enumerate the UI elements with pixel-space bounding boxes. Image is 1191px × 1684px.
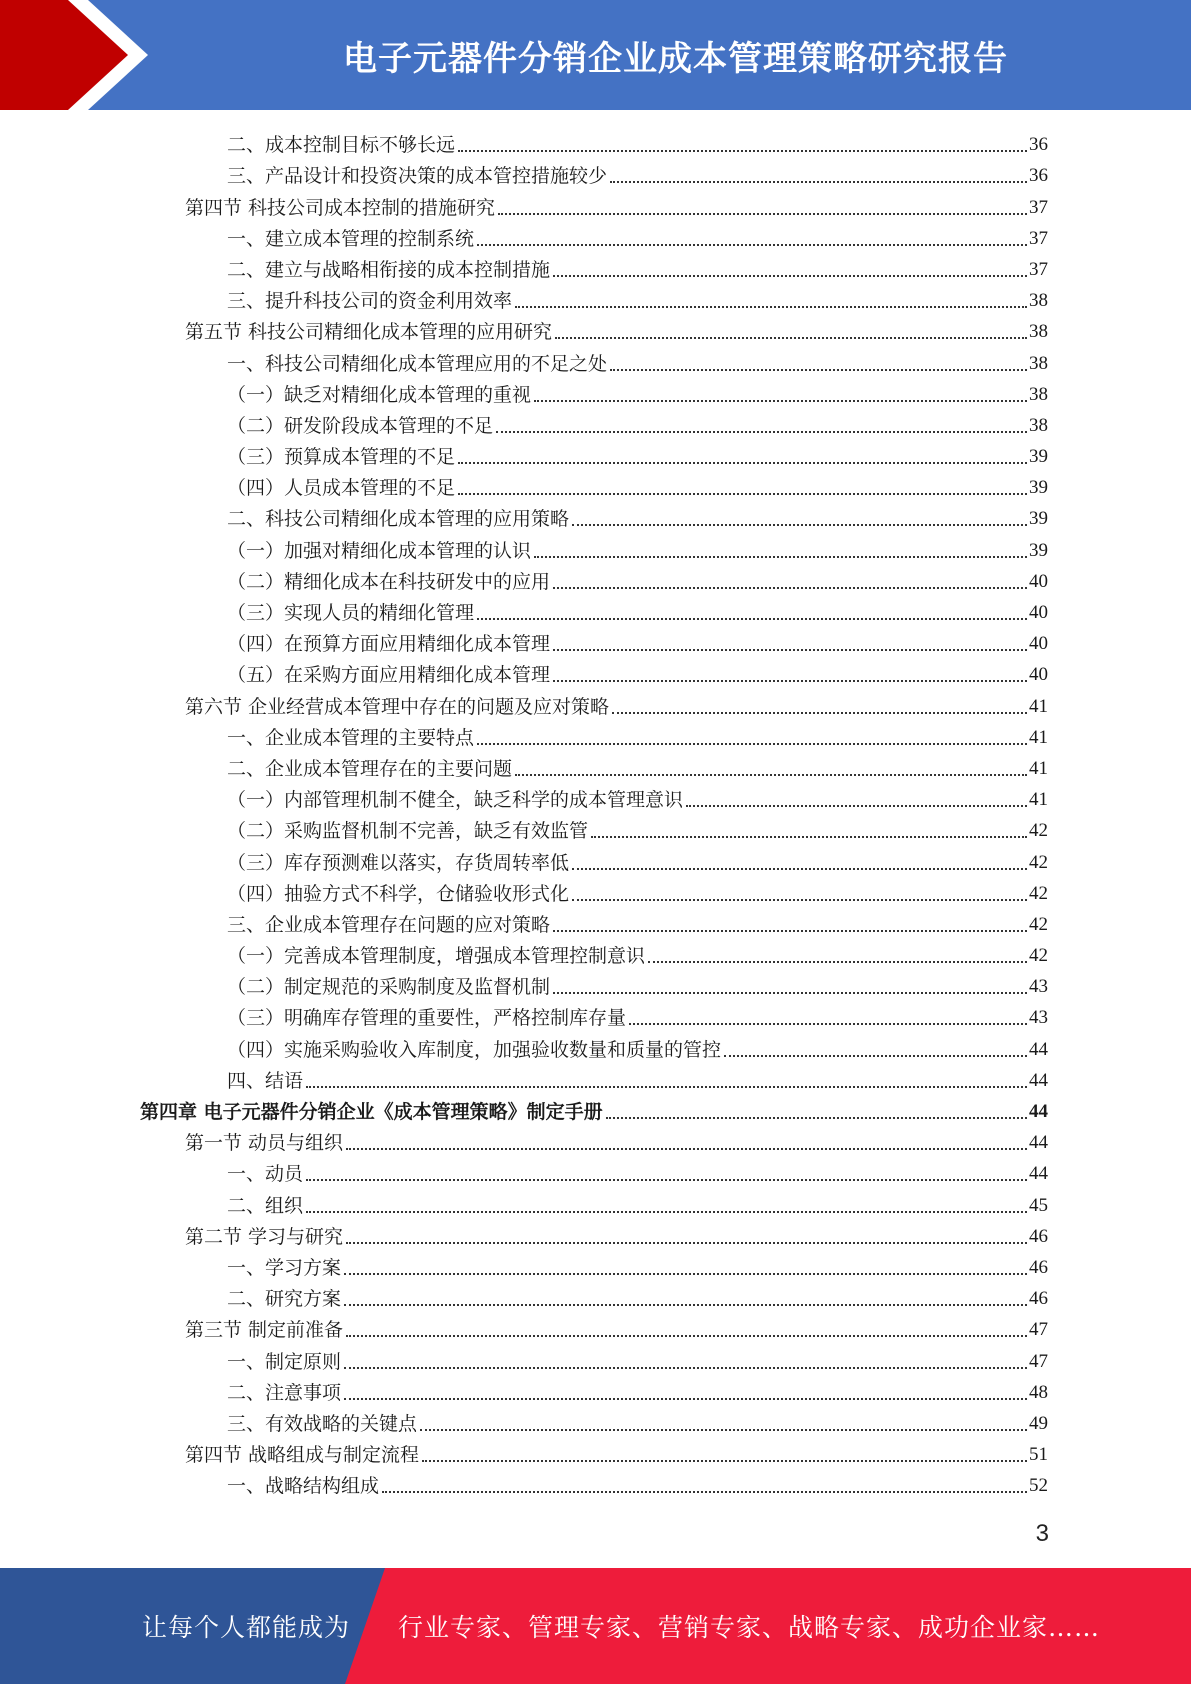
toc-entry-title: （二）精细化成本在科技研发中的应用: [227, 570, 551, 593]
toc-dot-leader: [534, 400, 1027, 402]
toc-entry-title: （四）在预算方面应用精细化成本管理: [227, 633, 551, 656]
toc-entry-page: 44: [1029, 1132, 1048, 1154]
document-title: 电子元器件分销企业成本管理策略研究报告: [343, 38, 1008, 79]
toc-entry[interactable]: [140, 1187, 1048, 1218]
toc-entry-title: 二、成本控制目标不够长远: [227, 134, 456, 157]
toc-dot-leader: [515, 306, 1027, 308]
toc-dot-leader: [458, 150, 1027, 152]
toc-entry-page: 45: [1029, 1194, 1048, 1216]
toc-entry-title: 三、企业成本管理存在问题的应对策略: [227, 913, 551, 936]
toc-dot-leader: [648, 961, 1027, 963]
toc-entry-page: 38: [1029, 383, 1048, 405]
toc-entry[interactable]: [140, 189, 1048, 220]
toc-dot-leader: [591, 836, 1027, 838]
toc-dot-leader: [724, 1055, 1027, 1057]
toc-entry-title: （一）内部管理机制不健全，缺乏科学的成本管理意识: [227, 789, 684, 812]
toc-entry-title: 二、企业成本管理存在的主要问题: [227, 757, 513, 780]
header-banner: [0, 0, 1191, 110]
toc-entry[interactable]: [140, 782, 1048, 813]
toc-entry-title: （三）库存预测难以落实，存货周转率低: [227, 851, 570, 874]
toc-entry-title: 一、战略结构组成: [227, 1475, 380, 1498]
toc-entry[interactable]: [140, 1375, 1048, 1406]
toc-entry-page: 37: [1029, 227, 1048, 249]
toc-entry-title: （五）在采购方面应用精细化成本管理: [227, 664, 551, 687]
toc-entry[interactable]: [140, 345, 1048, 376]
toc-dot-leader: [382, 1491, 1027, 1493]
toc-entry[interactable]: [140, 470, 1048, 501]
toc-entry[interactable]: [140, 1281, 1048, 1312]
toc-entry-page: 40: [1029, 633, 1048, 655]
toc-entry[interactable]: [140, 314, 1048, 345]
toc-entry[interactable]: [140, 1468, 1048, 1499]
toc-dot-leader: [422, 1460, 1027, 1462]
toc-entry[interactable]: [140, 938, 1048, 969]
toc-dot-leader: [344, 1273, 1027, 1275]
toc-dot-leader: [306, 1086, 1027, 1088]
toc-dot-leader: [555, 337, 1027, 339]
toc-entry[interactable]: [140, 907, 1048, 938]
toc-entry-title: 一、企业成本管理的主要特点: [227, 726, 475, 749]
toc-entry[interactable]: [140, 283, 1048, 314]
toc-entry-page: 44: [1029, 1101, 1048, 1122]
toc-entry[interactable]: [140, 1437, 1048, 1468]
toc-entry-title: （四）人员成本管理的不足: [227, 477, 456, 500]
header-arrow-icon: [0, 0, 160, 110]
toc-dot-leader: [553, 680, 1027, 682]
toc-dot-leader: [477, 743, 1027, 745]
toc-entry[interactable]: [140, 813, 1048, 844]
toc-entry-page: 42: [1029, 851, 1048, 873]
toc-entry-page: 38: [1029, 321, 1048, 343]
toc-entry[interactable]: [140, 1063, 1048, 1094]
toc-entry-page: 46: [1029, 1256, 1048, 1278]
toc-entry[interactable]: [140, 1406, 1048, 1437]
toc-entry-title: 一、科技公司精细化成本管理应用的不足之处: [227, 352, 608, 375]
toc-entry-page: 42: [1029, 913, 1048, 935]
table-of-contents: [140, 127, 1048, 1499]
toc-entry-page: 37: [1029, 196, 1048, 218]
toc-entry[interactable]: [140, 844, 1048, 875]
toc-entry-title: 第二节 学习与研究: [185, 1225, 344, 1248]
toc-dot-leader: [629, 1023, 1027, 1025]
toc-entry-page: 48: [1029, 1381, 1048, 1403]
toc-entry-title: 三、有效战略的关键点: [227, 1412, 418, 1435]
toc-entry-page: 39: [1029, 477, 1048, 499]
toc-entry-title: （一）加强对精细化成本管理的认识: [227, 539, 532, 562]
toc-entry[interactable]: [140, 751, 1048, 782]
toc-entry[interactable]: [140, 1250, 1048, 1281]
toc-dot-leader: [344, 1398, 1027, 1400]
toc-entry[interactable]: [140, 657, 1048, 688]
toc-entry-page: 42: [1029, 945, 1048, 967]
toc-entry-page: 46: [1029, 1225, 1048, 1247]
toc-entry-page: 42: [1029, 820, 1048, 842]
toc-entry-title: （二）采购监督机制不完善，缺乏有效监管: [227, 820, 589, 843]
toc-entry-page: 43: [1029, 976, 1048, 998]
toc-dot-leader: [515, 774, 1027, 776]
footer-slogan-left: 让每个人都能成为: [142, 1613, 351, 1642]
toc-entry-title: （四）抽验方式不科学，仓储验收形式化: [227, 882, 570, 905]
toc-dot-leader: [496, 431, 1027, 433]
toc-entry[interactable]: [140, 439, 1048, 470]
toc-entry-page: 40: [1029, 602, 1048, 623]
toc-entry-title: 第五节 科技公司精细化成本管理的应用研究: [185, 321, 553, 344]
toc-dot-leader: [306, 1179, 1027, 1181]
toc-entry-title: 三、提升科技公司的资金利用效率: [227, 290, 513, 313]
toc-dot-leader: [346, 1148, 1027, 1150]
toc-entry-page: 40: [1029, 664, 1048, 686]
toc-dot-leader: [572, 524, 1027, 526]
toc-dot-leader: [610, 181, 1027, 183]
toc-entry-title: 二、注意事项: [227, 1381, 342, 1404]
toc-dot-leader: [553, 992, 1027, 994]
toc-entry[interactable]: [140, 1343, 1048, 1374]
toc-dot-leader: [344, 1367, 1027, 1369]
toc-entry-title: （三）明确库存管理的重要性，严格控制库存量: [227, 1007, 627, 1030]
toc-entry[interactable]: [140, 1312, 1048, 1343]
toc-dot-leader: [344, 1304, 1027, 1306]
toc-entry-title: 二、科技公司精细化成本管理的应用策略: [227, 508, 570, 531]
toc-entry[interactable]: [140, 1156, 1048, 1187]
toc-entry-title: 一、学习方案: [227, 1256, 342, 1279]
toc-entry-page: 41: [1029, 726, 1048, 748]
toc-entry-page: 39: [1029, 446, 1048, 468]
toc-entry-page: 41: [1029, 789, 1048, 811]
toc-entry-title: 二、研究方案: [227, 1288, 342, 1311]
toc-entry[interactable]: [140, 221, 1048, 252]
toc-entry-title: 一、建立成本管理的控制系统: [227, 227, 475, 250]
footer-banner: [0, 1568, 1191, 1684]
toc-dot-leader: [477, 244, 1027, 246]
toc-dot-leader: [553, 930, 1027, 932]
toc-entry-title: （二）制定规范的采购制度及监督机制: [227, 976, 551, 999]
toc-entry[interactable]: [140, 626, 1048, 657]
toc-dot-leader: [534, 556, 1027, 558]
toc-entry[interactable]: [140, 127, 1048, 158]
toc-dot-leader: [553, 275, 1027, 277]
toc-entry-page: 41: [1029, 757, 1048, 779]
toc-entry-title: 第一节 动员与组织: [185, 1132, 344, 1155]
toc-entry-page: 41: [1029, 695, 1048, 717]
footer-slogan-right: 行业专家、管理专家、营销专家、战略专家、成功企业家……: [398, 1613, 1101, 1642]
toc-entry[interactable]: [140, 532, 1048, 563]
toc-entry-title: （一）完善成本管理制度，增强成本管理控制意识: [227, 945, 646, 968]
toc-entry-title: 一、制定原则: [227, 1350, 342, 1373]
toc-entry-page: 42: [1029, 882, 1048, 904]
toc-entry-page: 37: [1029, 258, 1048, 280]
toc-entry-page: 38: [1029, 414, 1048, 436]
toc-entry-title: 第四章 电子元器件分销企业《成本管理策略》制定手册: [140, 1101, 603, 1123]
toc-entry[interactable]: [140, 1219, 1048, 1250]
toc-entry[interactable]: [140, 564, 1048, 595]
toc-entry-page: 46: [1029, 1288, 1048, 1310]
toc-entry-page: 51: [1029, 1444, 1048, 1466]
toc-dot-leader: [553, 587, 1027, 589]
toc-entry-page: 47: [1029, 1350, 1048, 1372]
toc-entry-page: 47: [1029, 1319, 1048, 1341]
toc-dot-leader: [606, 1117, 1027, 1119]
toc-entry-page: 36: [1029, 165, 1048, 187]
toc-dot-leader: [553, 649, 1027, 651]
toc-entry-title: （三）实现人员的精细化管理: [227, 602, 475, 624]
toc-dot-leader: [477, 618, 1027, 620]
toc-entry[interactable]: [140, 408, 1048, 439]
toc-dot-leader: [306, 1211, 1027, 1213]
toc-dot-leader: [612, 712, 1027, 714]
toc-dot-leader: [346, 1335, 1027, 1337]
toc-entry-title: 二、组织: [227, 1194, 304, 1217]
toc-entry[interactable]: [140, 1125, 1048, 1156]
toc-entry-title: 一、动员: [227, 1163, 304, 1186]
toc-entry-page: 38: [1029, 352, 1048, 374]
toc-entry-title: 第四节 战略组成与制定流程: [185, 1444, 420, 1467]
toc-entry-title: 四、结语: [227, 1069, 304, 1092]
toc-entry-page: 44: [1029, 1069, 1048, 1091]
toc-entry[interactable]: [140, 1031, 1048, 1062]
toc-entry[interactable]: [140, 688, 1048, 719]
toc-entry-title: 三、产品设计和投资决策的成本管控措施较少: [227, 165, 608, 188]
toc-dot-leader: [498, 213, 1027, 215]
toc-entry-page: 44: [1029, 1163, 1048, 1185]
toc-dot-leader: [572, 868, 1027, 870]
toc-entry[interactable]: [140, 876, 1048, 907]
toc-dot-leader: [346, 1242, 1027, 1244]
toc-entry-page: 39: [1029, 508, 1048, 530]
toc-dot-leader: [458, 462, 1027, 464]
toc-entry[interactable]: [140, 969, 1048, 1000]
toc-entry-page: 39: [1029, 539, 1048, 561]
toc-entry-page: 38: [1029, 290, 1048, 312]
toc-dot-leader: [610, 369, 1027, 371]
toc-entry-page: 40: [1029, 570, 1048, 592]
toc-entry-page: 49: [1029, 1412, 1048, 1434]
toc-dot-leader: [572, 899, 1027, 901]
toc-dot-leader: [686, 805, 1027, 807]
toc-entry[interactable]: [140, 252, 1048, 283]
toc-entry-title: （三）预算成本管理的不足: [227, 446, 456, 469]
toc-entry-page: 36: [1029, 134, 1048, 156]
toc-entry-title: （一）缺乏对精细化成本管理的重视: [227, 383, 532, 406]
toc-entry-title: 第三节 制定前准备: [185, 1319, 344, 1342]
toc-entry-page: 44: [1029, 1038, 1048, 1060]
toc-entry[interactable]: [140, 720, 1048, 751]
page-number: 3: [1035, 1520, 1049, 1547]
toc-entry-title: 第六节 企业经营成本管理中存在的问题及应对策略: [185, 695, 610, 718]
toc-entry[interactable]: [140, 158, 1048, 189]
toc-entry-title: （二）研发阶段成本管理的不足: [227, 414, 494, 437]
toc-entry[interactable]: [140, 595, 1048, 626]
toc-entry[interactable]: [140, 1094, 1048, 1125]
toc-entry-page: 43: [1029, 1007, 1048, 1029]
toc-entry[interactable]: [140, 1000, 1048, 1031]
toc-entry[interactable]: [140, 377, 1048, 408]
toc-entry-page: 52: [1029, 1475, 1048, 1497]
toc-entry-title: 第四节 科技公司成本控制的措施研究: [185, 196, 496, 219]
toc-dot-leader: [420, 1429, 1027, 1431]
toc-entry-title: （四）实施采购验收入库制度，加强验收数量和质量的管控: [227, 1038, 722, 1061]
toc-entry-title: 二、建立与战略相衔接的成本控制措施: [227, 258, 551, 281]
toc-entry[interactable]: [140, 501, 1048, 532]
toc-dot-leader: [458, 493, 1027, 495]
